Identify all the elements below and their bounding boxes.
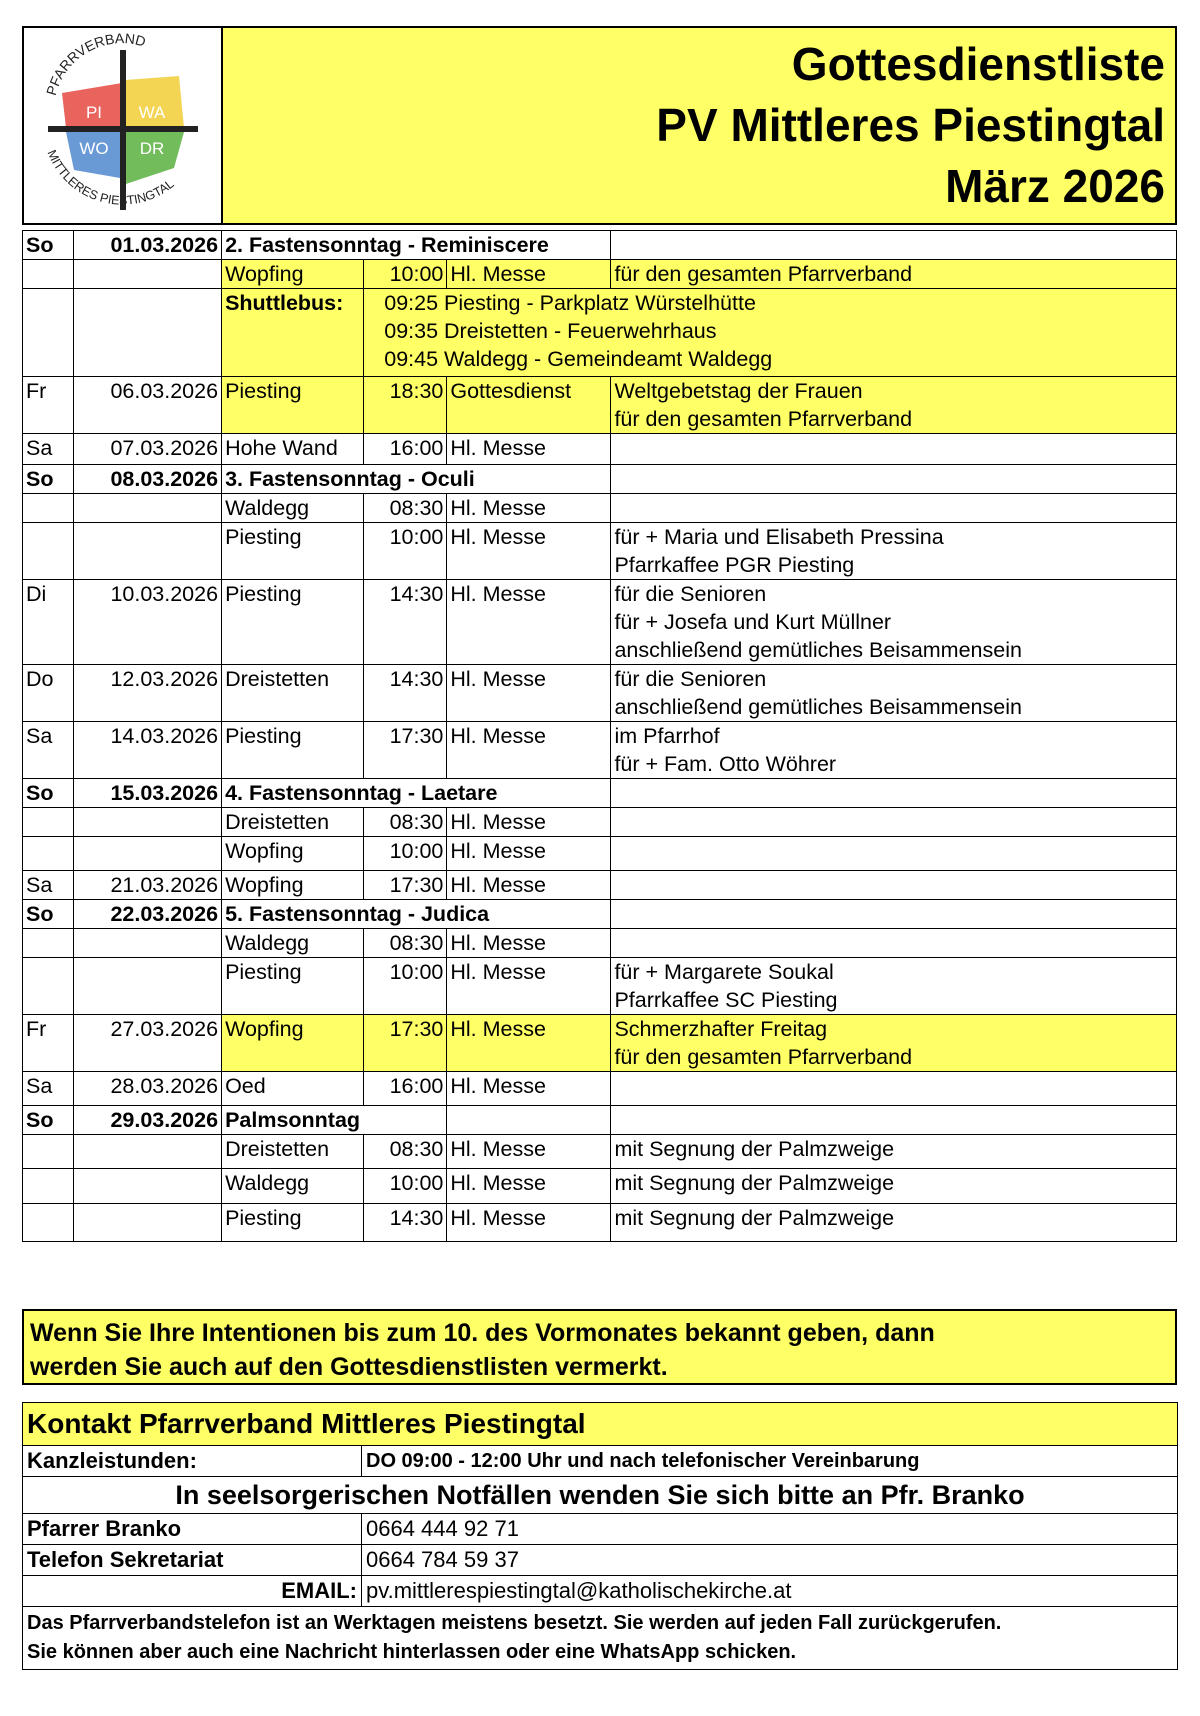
logo-label-wa: WA — [138, 103, 166, 122]
sunday-title-cell: 5. Fastensonntag - Judica — [222, 900, 611, 929]
time-cell: 10:00 — [364, 523, 447, 580]
day-cell: Sa — [23, 1072, 74, 1106]
day-cell — [23, 1204, 74, 1242]
office-hours-label: Kanzleistunden: — [23, 1446, 362, 1477]
type-cell: Gottesdienst — [447, 377, 611, 434]
type-cell: Hl. Messe — [447, 929, 611, 958]
shuttle-times — [364, 289, 1177, 377]
date-cell — [74, 958, 222, 1015]
note-line: für den gesamten Pfarrverband — [614, 1045, 913, 1069]
contact-title: Kontakt Pfarrverband Mittleres Piestingtal — [23, 1403, 1178, 1446]
time-cell: 16:00 — [364, 1072, 447, 1106]
emergency-notice: In seelsorgerischen Notfällen wenden Sie sich bitte an Pfr. Branko — [23, 1477, 1178, 1514]
notice-line: werden Sie auch auf den Gottesdienstlisten vermerkt. — [30, 1353, 668, 1381]
date-cell — [74, 1204, 222, 1242]
place-cell: Oed — [222, 1072, 364, 1106]
type-cell: Hl. Messe — [447, 1072, 611, 1106]
note-cell — [611, 1106, 1177, 1135]
day-cell — [23, 260, 74, 289]
type-cell: Hl. Messe — [447, 1169, 611, 1204]
day-cell: So — [23, 900, 74, 929]
time-cell: 10:00 — [364, 837, 447, 871]
day-cell — [23, 523, 74, 580]
contact-footer — [23, 1607, 1178, 1670]
schedule-row — [23, 1072, 1177, 1106]
note-cell — [611, 434, 1177, 465]
note-line: für + Josefa und Kurt Müllner — [614, 610, 892, 634]
notice-line: Wenn Sie Ihre Intentionen bis zum 10. des Vormonates bekannt geben, dann — [30, 1319, 935, 1347]
place-cell: Wopfing — [222, 837, 364, 871]
logo-bottom-text: MITTLERES PIESTINGTAL — [44, 147, 177, 208]
note-cell — [611, 900, 1177, 929]
date-cell — [74, 289, 222, 377]
type-cell: Hl. Messe — [447, 871, 611, 900]
note-line: Weltgebetstag der Frauen — [614, 379, 863, 403]
place-cell: Piesting — [222, 958, 364, 1015]
shuttle-row — [23, 289, 1177, 377]
day-cell — [23, 289, 74, 377]
note-cell — [611, 929, 1177, 958]
time-cell: 10:00 — [364, 260, 447, 289]
date-cell — [74, 929, 222, 958]
note-cell — [611, 580, 1177, 665]
note-cell — [611, 958, 1177, 1015]
schedule-row — [23, 434, 1177, 465]
office-phone-label: Telefon Sekretariat — [23, 1545, 362, 1576]
schedule-row — [23, 1204, 1177, 1242]
day-cell: Sa — [23, 871, 74, 900]
note-cell — [611, 1015, 1177, 1072]
day-cell: So — [23, 231, 74, 260]
note-line: für die Senioren — [614, 582, 767, 606]
place-cell: Wopfing — [222, 260, 364, 289]
intentions-notice — [22, 1309, 1177, 1385]
note-cell — [611, 1072, 1177, 1106]
schedule-table — [22, 230, 1177, 1242]
time-cell: 17:30 — [364, 871, 447, 900]
type-cell: Hl. Messe — [447, 1135, 611, 1169]
note-line: für + Margarete Soukal — [614, 960, 834, 984]
title-line-2: PV Mittleres Piestingtal — [656, 99, 1165, 151]
note-cell — [611, 871, 1177, 900]
type-cell: Hl. Messe — [447, 958, 611, 1015]
note-cell: mit Segnung der Palmzweige — [611, 1169, 1177, 1204]
date-cell: 29.03.2026 — [74, 1106, 222, 1135]
schedule-row — [23, 1106, 1177, 1135]
logo-cell — [24, 28, 223, 223]
date-cell — [74, 837, 222, 871]
time-cell: 18:30 — [364, 377, 447, 434]
note-cell — [611, 808, 1177, 837]
note-cell — [611, 837, 1177, 871]
note-cell — [611, 523, 1177, 580]
schedule-row — [23, 1169, 1177, 1204]
schedule-row — [23, 260, 1177, 289]
sunday-title-cell: Palmsonntag — [222, 1106, 447, 1135]
logo-top-text: PFARRVERBAND — [42, 30, 148, 98]
time-cell: 17:30 — [364, 1015, 447, 1072]
date-cell: 06.03.2026 — [74, 377, 222, 434]
time-cell: 08:30 — [364, 1135, 447, 1169]
time-cell: 17:30 — [364, 722, 447, 779]
date-cell — [74, 494, 222, 523]
schedule-row — [23, 580, 1177, 665]
day-cell: Di — [23, 580, 74, 665]
note-cell — [611, 494, 1177, 523]
schedule-row — [23, 808, 1177, 837]
schedule-row — [23, 231, 1177, 260]
type-cell — [447, 1106, 611, 1135]
shuttle-line: 09:25 Piesting - Parkplatz Würstelhütte — [384, 291, 756, 315]
note-line: für den gesamten Pfarrverband — [614, 407, 913, 431]
date-cell: 28.03.2026 — [74, 1072, 222, 1106]
note-line: für + Fam. Otto Wöhrer — [614, 752, 837, 776]
schedule-row — [23, 523, 1177, 580]
note-cell: mit Segnung der Palmzweige — [611, 1135, 1177, 1169]
day-cell — [23, 958, 74, 1015]
note-line: Pfarrkaffee PGR Piesting — [614, 553, 855, 577]
place-cell: Wopfing — [222, 871, 364, 900]
place-cell: Waldegg — [222, 494, 364, 523]
type-cell: Hl. Messe — [447, 665, 611, 722]
note-cell — [611, 377, 1177, 434]
schedule-row — [23, 494, 1177, 523]
place-cell: Wopfing — [222, 1015, 364, 1072]
day-cell: So — [23, 779, 74, 808]
time-cell: 10:00 — [364, 958, 447, 1015]
place-cell: Piesting — [222, 580, 364, 665]
schedule-row — [23, 837, 1177, 871]
time-cell: 14:30 — [364, 1204, 447, 1242]
place-cell: Dreistetten — [222, 808, 364, 837]
day-cell — [23, 1169, 74, 1204]
schedule-row — [23, 377, 1177, 434]
note-cell — [611, 465, 1177, 494]
date-cell: 21.03.2026 — [74, 871, 222, 900]
note-cell — [611, 665, 1177, 722]
time-cell: 08:30 — [364, 494, 447, 523]
date-cell — [74, 523, 222, 580]
place-cell: Dreistetten — [222, 1135, 364, 1169]
date-cell — [74, 808, 222, 837]
date-cell: 27.03.2026 — [74, 1015, 222, 1072]
type-cell: Hl. Messe — [447, 808, 611, 837]
contact-table — [22, 1402, 1178, 1670]
day-cell: So — [23, 465, 74, 494]
footer-line: Sie können aber auch eine Nachricht hinterlassen oder eine WhatsApp schicken. — [27, 1641, 797, 1663]
type-cell: Hl. Messe — [447, 260, 611, 289]
schedule-row — [23, 900, 1177, 929]
schedule-row — [23, 1135, 1177, 1169]
date-cell — [74, 1169, 222, 1204]
title-line-1: Gottesdienstliste — [791, 38, 1165, 90]
type-cell: Hl. Messe — [447, 837, 611, 871]
day-cell — [23, 494, 74, 523]
note-line: anschließend gemütliches Beisammensein — [614, 638, 1022, 662]
schedule-row — [23, 465, 1177, 494]
place-cell: Piesting — [222, 377, 364, 434]
date-cell: 07.03.2026 — [74, 434, 222, 465]
time-cell: 08:30 — [364, 808, 447, 837]
shuttle-label: Shuttlebus: — [222, 289, 364, 377]
schedule-row — [23, 929, 1177, 958]
day-cell: Fr — [23, 377, 74, 434]
note-cell — [611, 722, 1177, 779]
schedule-row — [23, 779, 1177, 808]
pastor-phone[interactable]: 0664 444 92 71 — [362, 1514, 1178, 1545]
date-cell: 15.03.2026 — [74, 779, 222, 808]
day-cell: So — [23, 1106, 74, 1135]
day-cell — [23, 837, 74, 871]
date-cell: 22.03.2026 — [74, 900, 222, 929]
footer-line: Das Pfarrverbandstelefon ist an Werktagen meistens besetzt. Sie werden auf jeden Fall zurückgerufen. — [27, 1612, 1002, 1634]
time-cell: 08:30 — [364, 929, 447, 958]
type-cell: Hl. Messe — [447, 494, 611, 523]
date-cell: 08.03.2026 — [74, 465, 222, 494]
time-cell: 14:30 — [364, 580, 447, 665]
title-line-3: März 2026 — [945, 160, 1165, 212]
note-line: für + Maria und Elisabeth Pressina — [614, 525, 944, 549]
date-cell: 01.03.2026 — [74, 231, 222, 260]
time-cell: 10:00 — [364, 1169, 447, 1204]
type-cell: Hl. Messe — [447, 580, 611, 665]
date-cell: 14.03.2026 — [74, 722, 222, 779]
header — [22, 26, 1177, 225]
logo-label-pi: PI — [85, 103, 103, 122]
note-cell — [611, 231, 1177, 260]
place-cell: Hohe Wand — [222, 434, 364, 465]
date-cell — [74, 1135, 222, 1169]
pastor-label: Pfarrer Branko — [23, 1514, 362, 1545]
type-cell: Hl. Messe — [447, 1204, 611, 1242]
note-line: anschließend gemütliches Beisammensein — [614, 695, 1022, 719]
time-cell: 14:30 — [364, 665, 447, 722]
cross-horizontal — [48, 126, 198, 132]
schedule-row — [23, 958, 1177, 1015]
date-cell: 12.03.2026 — [74, 665, 222, 722]
day-cell: Fr — [23, 1015, 74, 1072]
note-line: Pfarrkaffee SC Piesting — [614, 988, 838, 1012]
day-cell: Sa — [23, 434, 74, 465]
schedule-row — [23, 722, 1177, 779]
place-cell: Piesting — [222, 523, 364, 580]
day-cell: Do — [23, 665, 74, 722]
day-cell: Sa — [23, 722, 74, 779]
office-phone[interactable]: 0664 784 59 37 — [362, 1545, 1178, 1576]
note-cell: mit Segnung der Palmzweige — [611, 1204, 1177, 1242]
type-cell: Hl. Messe — [447, 1015, 611, 1072]
schedule-row — [23, 1015, 1177, 1072]
sunday-title-cell: 2. Fastensonntag - Reminiscere — [222, 231, 611, 260]
note-cell — [611, 779, 1177, 808]
day-cell — [23, 1135, 74, 1169]
office-hours-value: DO 09:00 - 12:00 Uhr und nach telefonischer Vereinbarung — [362, 1446, 1178, 1477]
note-cell: für den gesamten Pfarrverband — [611, 260, 1177, 289]
logo-label-wo: WO — [79, 139, 109, 158]
day-cell — [23, 808, 74, 837]
parish-logo — [24, 28, 223, 227]
shuttle-line: 09:35 Dreistetten - Feuerwehrhaus — [384, 319, 717, 343]
place-cell: Waldegg — [222, 1169, 364, 1204]
schedule-row — [23, 871, 1177, 900]
schedule-row — [23, 665, 1177, 722]
note-line: Schmerzhafter Freitag — [614, 1017, 828, 1041]
place-cell: Waldegg — [222, 929, 364, 958]
sunday-title-cell: 3. Fastensonntag - Oculi — [222, 465, 611, 494]
day-cell — [23, 929, 74, 958]
shuttle-line: 09:45 Waldegg - Gemeindeamt Waldegg — [384, 347, 773, 371]
type-cell: Hl. Messe — [447, 722, 611, 779]
logo-label-dr: DR — [139, 139, 165, 158]
time-cell: 16:00 — [364, 434, 447, 465]
type-cell: Hl. Messe — [447, 434, 611, 465]
date-cell — [74, 260, 222, 289]
title-block — [223, 28, 1175, 223]
email-label: EMAIL: — [23, 1576, 362, 1607]
sunday-title-cell: 4. Fastensonntag - Laetare — [222, 779, 611, 808]
place-cell: Dreistetten — [222, 665, 364, 722]
place-cell: Piesting — [222, 1204, 364, 1242]
note-line: im Pfarrhof — [614, 724, 720, 748]
note-line: für die Senioren — [614, 667, 767, 691]
place-cell: Piesting — [222, 722, 364, 779]
email-link[interactable]: pv.mittlerespiestingtal@katholischekirche.at — [362, 1576, 1178, 1607]
date-cell: 10.03.2026 — [74, 580, 222, 665]
type-cell: Hl. Messe — [447, 523, 611, 580]
